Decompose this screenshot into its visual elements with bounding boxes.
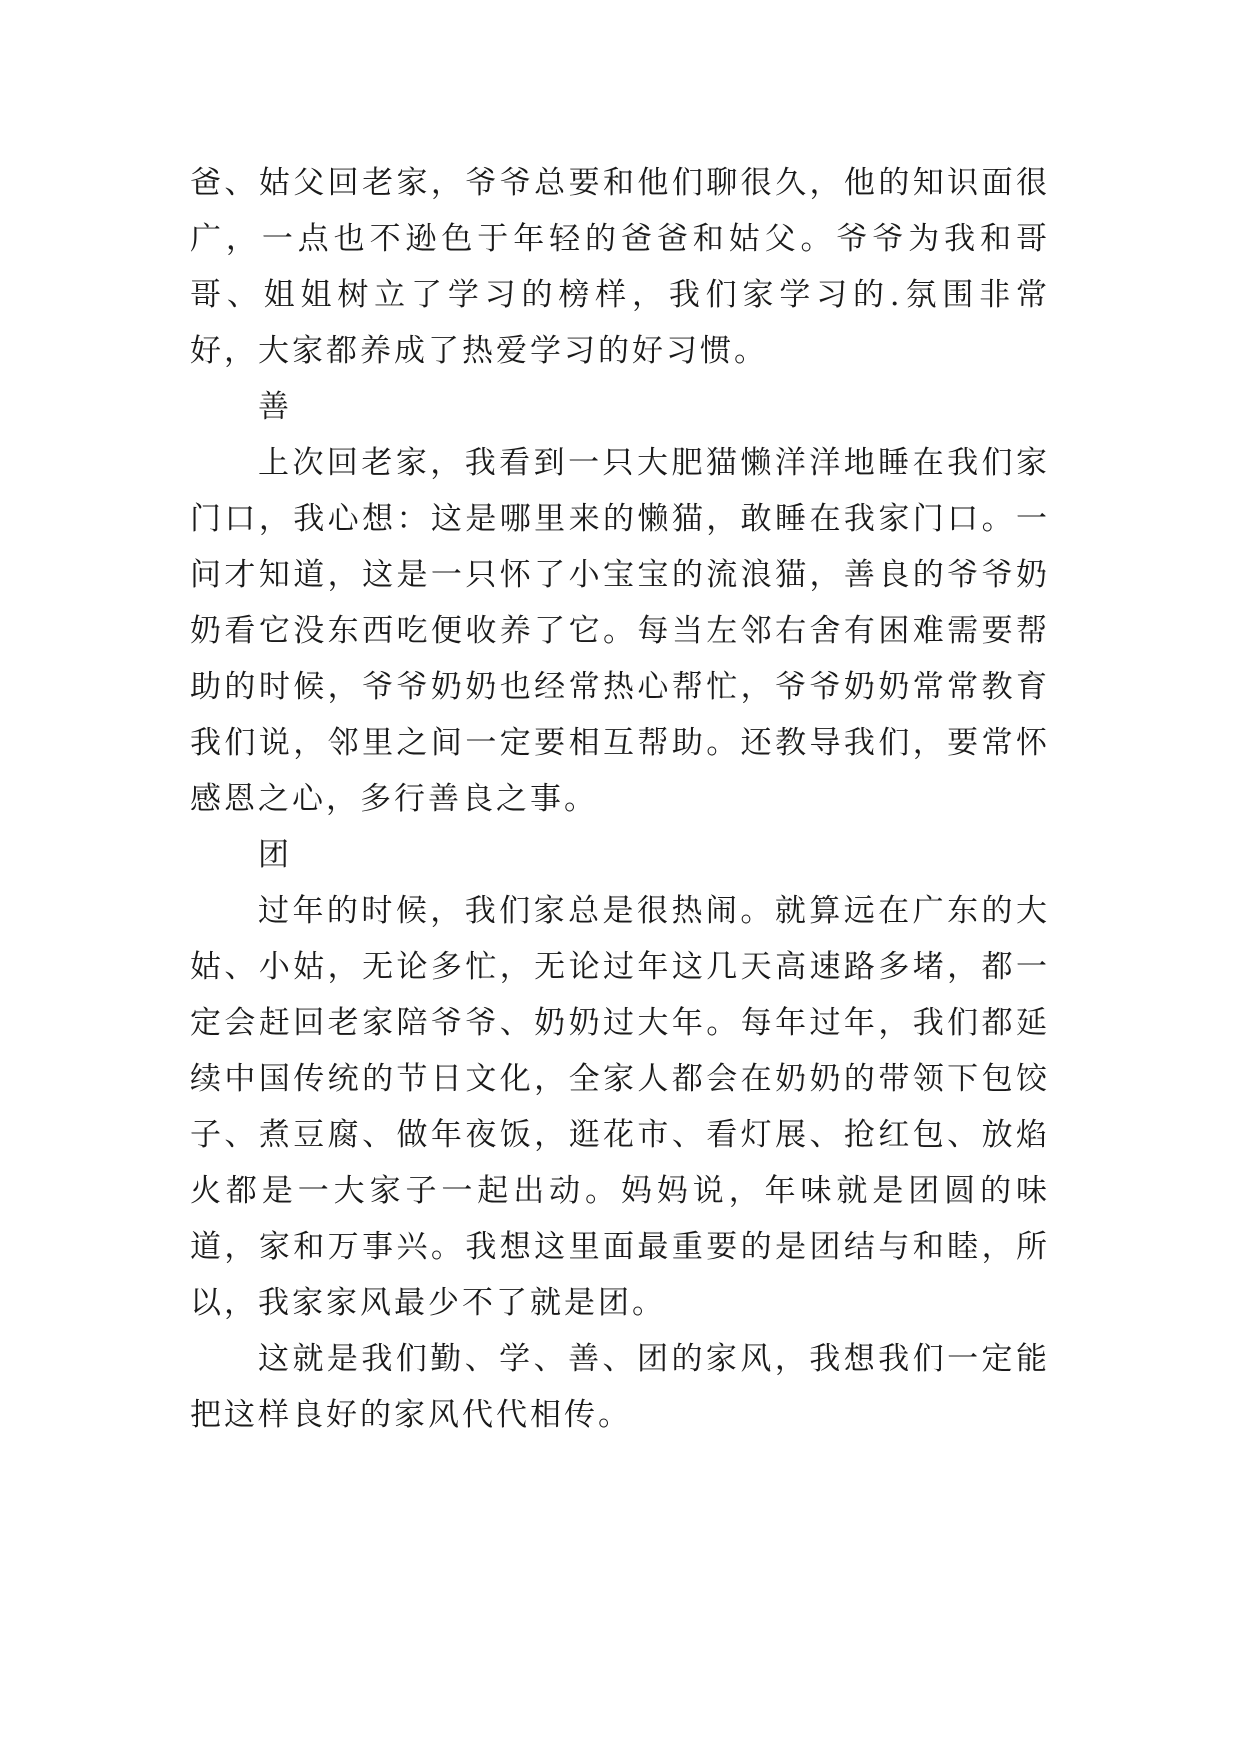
document-body	[190, 155, 1050, 1443]
section-heading-unity: 团	[258, 837, 292, 873]
paragraph-conclusion: 这就是我们勤、学、善、团的家风，我想我们一定能把这样良好的家风代代相传。	[190, 1341, 1050, 1433]
paragraph-study: 爸、姑父回老家，爷爷总要和他们聊很久，他的知识面很广，一点也不逊色于年轻的爸爸和姑父。爷爷为我和哥哥、姐姐树立了学习的榜样，我们家学习的.氛围非常好，大家都养成了热爱学习的好习惯。	[190, 165, 1050, 369]
section-heading-kindness: 善	[258, 389, 292, 425]
paragraph-kindness: 上次回老家，我看到一只大肥猫懒洋洋地睡在我们家门口，我心想：这是哪里来的懒猫，敢睡在我家门口。一问才知道，这是一只怀了小宝宝的流浪猫，善良的爷爷奶奶看它没东西吃便收养了它。每当左邻右舍有困难需要帮助的时候，爷爷奶奶也经常热心帮忙，爷爷奶奶常常教育我们说，邻里之间一定要相互帮助。还教导我们，要常怀感恩之心，多行善良之事。	[190, 445, 1050, 817]
paragraph-unity: 过年的时候，我们家总是很热闹。就算远在广东的大姑、小姑，无论多忙，无论过年这几天高速路多堵，都一定会赶回老家陪爷爷、奶奶过大年。每年过年，我们都延续中国传统的节日文化，全家人都会在奶奶的带领下包饺子、煮豆腐、做年夜饭，逛花市、看灯展、抢红包、放焰火都是一大家子一起出动。妈妈说，年味就是团圆的味道，家和万事兴。我想这里面最重要的是团结与和睦，所以，我家家风最少不了就是团。	[190, 893, 1050, 1321]
